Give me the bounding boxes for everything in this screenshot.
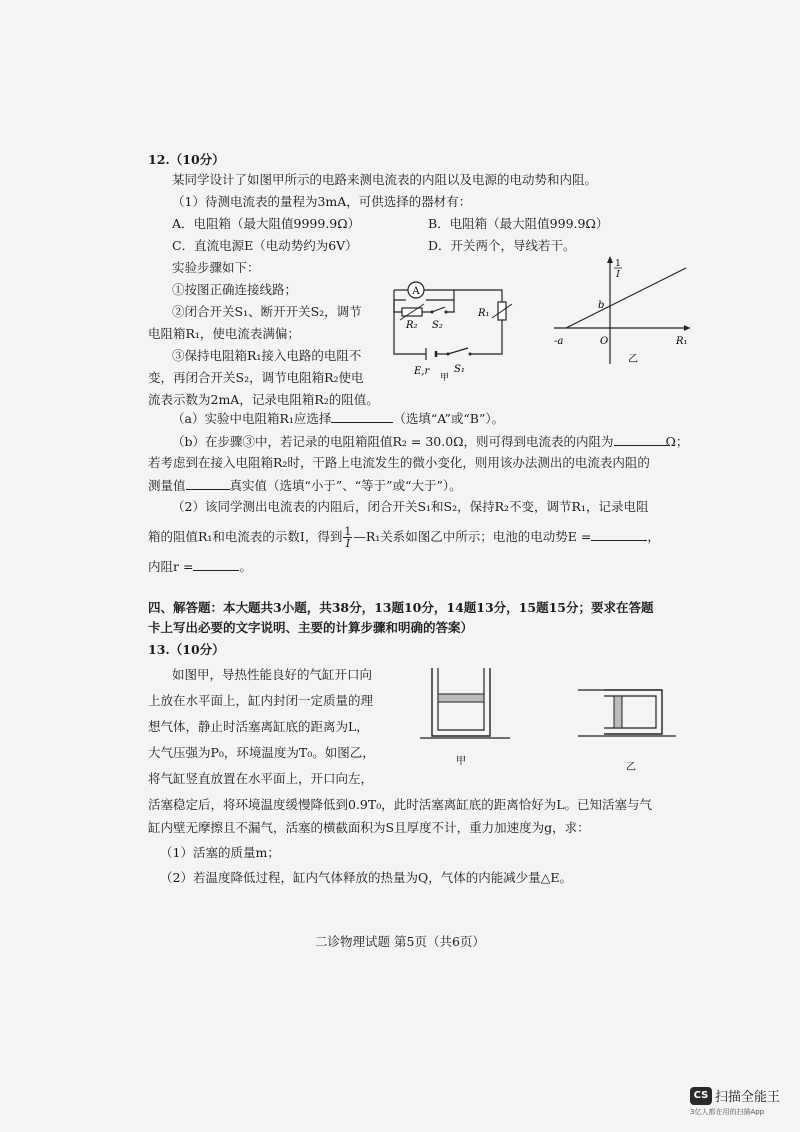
page-footer: 二诊物理试题 第5页（共6页） <box>315 934 485 949</box>
scanner-tagline: 3亿人都在用的扫描App <box>690 1108 765 1116</box>
q12-option-a: A．电阻箱（最大阻值9999.9Ω） <box>172 216 361 231</box>
answer-blank-a <box>331 410 393 423</box>
q13-line3: 想气体，静止时活塞离缸底的距离为L， <box>148 719 369 734</box>
neg-a-label: -a <box>554 336 564 347</box>
graph-caption: 乙 <box>628 354 638 365</box>
q13-title: 13.（10分） <box>148 642 225 657</box>
q13-line6: 活塞稳定后，将环境温度缓慢降低到0.9T₀，此时活塞离缸底的距离恰好为L。已知活塞与气 <box>148 797 653 812</box>
inverse-current-graph <box>548 252 698 372</box>
y-axis-arrow-icon <box>607 256 613 263</box>
answer-blank-b1 <box>614 433 666 446</box>
circuit-caption: 甲 <box>440 373 450 382</box>
s2-label: S₂ <box>432 320 443 331</box>
s2-switch-icon <box>432 307 445 312</box>
q13-line1: 如图甲，导热性能良好的气缸开口向 <box>172 667 373 682</box>
q12-step1: ①按图正确连接线路； <box>172 282 298 297</box>
q12-qb3 <box>148 477 462 494</box>
figure-caption-yi: 乙 <box>626 762 636 773</box>
q13-line2: 上放在水平面上，缸内封闭一定质量的理 <box>148 693 374 708</box>
q12-qa-text: （a）实验中电阻箱R₁应选择 <box>172 411 332 426</box>
q12-qb2: 若考虑到在接入电阻箱R₂时，干路上电流发生的微小变化，则用该办法测出的电流表内阻的 <box>148 455 650 470</box>
q12-step2b: 电阻箱R₁，使电流表满偏； <box>148 326 300 341</box>
scanner-badge <box>690 1085 780 1117</box>
r1-label: R₁ <box>478 308 490 319</box>
s1-label: S₁ <box>454 364 465 375</box>
scanner-logo-icon: CS <box>690 1087 712 1105</box>
q12-step3b: 变，再闭合开关S₂，调节电阻箱R₂使电 <box>148 370 364 385</box>
cylinder-upright-figure <box>420 664 514 774</box>
circuit-diagram <box>384 272 534 382</box>
q13-subq1: （1）活塞的质量m； <box>160 845 280 860</box>
section4-line2: 卡上写出必要的文字说明、主要的计算步骤和明确的答案） <box>148 620 474 635</box>
q12-step2a: ②闭合开关S₁、断开开关S₂，调节 <box>172 304 362 319</box>
q13-line5: 将气缸竖直放置在水平面上，开口向左， <box>148 771 374 786</box>
q12-step3c: 流表示数为2mA，记录电阻箱R₂的阻值。 <box>148 392 379 407</box>
y-label-denominator: I <box>616 270 620 280</box>
fraction-numerator: 1 <box>344 525 352 538</box>
answer-blank-b2 <box>186 477 230 490</box>
q12-qb3-tail: 真实值（选填“小于”、“等于”或“大于”）。 <box>229 478 462 493</box>
x-axis-arrow-icon <box>684 325 690 331</box>
origin-label: O <box>600 336 609 347</box>
q12-qb1-text: （b）在步骤③中，若记录的电阻箱阻值R₂ = 30.0Ω，则可得到电流表的内阻为 <box>172 434 614 449</box>
x-axis-label: R₁ <box>676 336 688 347</box>
q12-qb1 <box>172 433 688 450</box>
r2-label: R₂ <box>406 320 418 331</box>
q12-qa-tail: （选填“A”或“B”）。 <box>393 411 505 426</box>
q12-option-d: D．开关两个，导线若干。 <box>428 238 576 253</box>
q12-title: 12.（10分） <box>148 152 225 167</box>
q12-part2-line2b: —R₁关系如图乙中所示；电池的电动势E = <box>353 529 592 544</box>
s1-switch-icon <box>448 348 468 354</box>
fraction-denominator: I <box>345 537 351 550</box>
q12-part2-line2a: 箱的阻值R₁和电流表的示数I，得到 <box>148 529 343 544</box>
figure-caption-jia: 甲 <box>456 756 466 767</box>
piston-icon-2 <box>614 696 622 728</box>
q12-part2-line1: （2）该同学测出电流表的内阻后，闭合开关S₁和S₂，保持R₂不变，调节R₁，记录电阻 <box>172 499 649 514</box>
q12-intro: 某同学设计了如图甲所示的电路来测电流表的内阻以及电源的电动势和内阻。 <box>172 172 598 187</box>
q12-part2-line2 <box>148 526 660 549</box>
q12-part1-lead: （1）待测电流表的量程为3mA，可供选择的器材有： <box>172 194 472 209</box>
cylinder-inner-wall-2 <box>604 696 656 728</box>
cylinder-sideways-figure <box>574 676 678 776</box>
scanner-app-name: 扫描全能王 <box>715 1090 781 1105</box>
q12-option-c: C．直流电源E（电动势约为6V） <box>172 238 358 253</box>
data-line <box>566 268 686 328</box>
inverse-current-fraction <box>343 526 352 549</box>
q12-part2-line3-tail: 。 <box>239 559 252 574</box>
q13-line4: 大气压强为P₀，环境温度为T₀。如图乙， <box>148 745 375 760</box>
q12-qb3-text: 测量值 <box>148 478 186 493</box>
q12-qa <box>172 410 504 427</box>
q12-steps-title: 实验步骤如下： <box>172 260 260 275</box>
source-label: E,r <box>414 366 430 377</box>
answer-blank-r <box>193 558 239 571</box>
ammeter-label: A <box>412 286 420 297</box>
q13-line7: 缸内壁无摩擦且不漏气，活塞的横截面积为S且厚度不计，重力加速度为g，求： <box>148 820 590 835</box>
q13-subq2: （2）若温度降低过程，缸内气体释放的热量为Q，气体的内能减少量△E。 <box>160 870 572 885</box>
q12-part2-line3-text: 内阻r = <box>148 559 194 574</box>
q12-qb1-tail: Ω； <box>665 434 689 449</box>
q12-part2-line2-tail: ， <box>647 529 660 544</box>
piston-icon <box>438 694 484 702</box>
q12-part2-line3 <box>148 558 252 575</box>
answer-blank-emf <box>591 528 647 541</box>
section4-line1: 四、解答题：本大题共3小题，共38分，13题10分，14题13分，15题15分；要求在答题 <box>148 600 654 615</box>
q12-option-b: B．电阻箱（最大阻值999.9Ω） <box>428 216 609 231</box>
y-label-numerator: 1 <box>615 259 621 269</box>
intercept-label: b <box>598 300 605 311</box>
q12-step3a: ③保持电阻箱R₁接入电路的电阻不 <box>172 348 362 363</box>
